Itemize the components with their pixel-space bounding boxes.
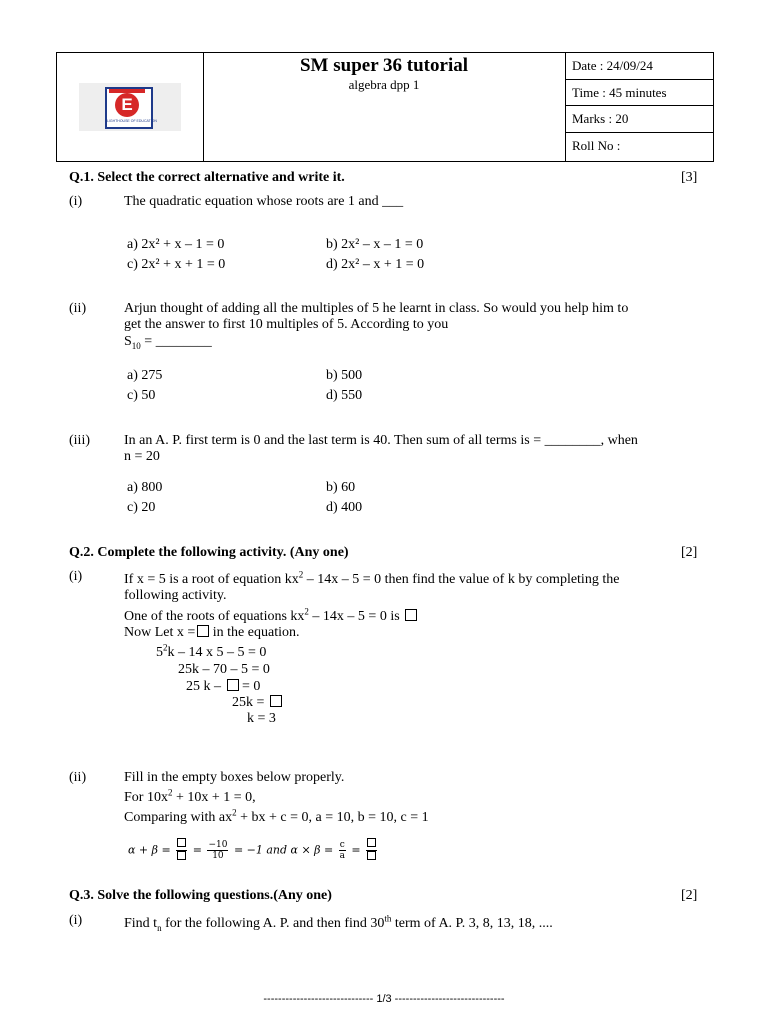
q2-i-num: (i) xyxy=(69,569,83,584)
q1-iii-option-b: b) 60 xyxy=(326,480,356,495)
logo-frame xyxy=(105,87,157,129)
q2-i-l3sup: 2 xyxy=(304,606,309,617)
fraction-minus-ten xyxy=(207,840,228,861)
q2-i-s1a: 5 xyxy=(156,645,163,660)
q2-i-s3b: = 0 xyxy=(238,679,261,694)
q1-iii-line1: In an A. P. first term is 0 and the last term is 40. Then sum of all terms is = ________, when xyxy=(124,433,638,448)
q2-i-line1 xyxy=(124,569,620,588)
page-footer: ------------------------------ 1/3 ------------------------------ xyxy=(263,993,505,1005)
q3-i-sub: n xyxy=(157,922,162,933)
q2-i-l4a: Now Let x = xyxy=(124,625,196,640)
q1-i-option-b: b) 2x² – x – 1 = 0 xyxy=(326,237,424,252)
q2-ii-l3sup: 2 xyxy=(232,807,237,818)
header-table xyxy=(56,52,714,162)
q2-marks: [2] xyxy=(681,545,698,560)
q1-i-num: (i) xyxy=(69,194,83,209)
answer-box[interactable] xyxy=(197,625,209,637)
q1-ii-option-c: c) 50 xyxy=(127,388,156,403)
q1-heading: Q.1. Select the correct alternative and write it. xyxy=(69,170,345,185)
q1-iii-option-d: d) 400 xyxy=(326,500,363,515)
q2-i-step4 xyxy=(232,695,282,711)
q3-i-c: term of A. P. 3, 8, 13, 18, .... xyxy=(391,916,553,931)
q1-i-option-a: a) 2x² + x – 1 = 0 xyxy=(127,237,225,252)
q2-i-line4 xyxy=(124,625,299,641)
answer-box[interactable] xyxy=(270,695,282,707)
q2-ii-line3 xyxy=(124,807,429,826)
title-cell xyxy=(203,53,566,161)
q2-i-step1 xyxy=(156,642,267,661)
answer-box[interactable] xyxy=(177,838,186,847)
answer-box[interactable] xyxy=(367,851,376,860)
q3-i-text xyxy=(124,913,553,933)
page-title: SM super 36 tutorial xyxy=(299,55,468,76)
formula-result: = −1 and α × β = xyxy=(233,843,334,857)
q1-ii-s10 xyxy=(124,334,212,350)
q1-iii-option-c: c) 20 xyxy=(127,500,156,515)
q1-i-option-c: c) 2x² + x + 1 = 0 xyxy=(127,257,226,272)
q1-ii-num: (ii) xyxy=(69,301,87,316)
answer-box[interactable] xyxy=(405,609,417,621)
q2-i-line2: following activity. xyxy=(124,588,227,603)
formula-eq: = xyxy=(192,843,202,857)
q1-ii-option-d: d) 550 xyxy=(326,388,363,403)
q2-ii-line2 xyxy=(124,787,256,806)
answer-box[interactable] xyxy=(367,838,376,847)
logo-cell xyxy=(57,53,204,161)
q2-ii-l2b: + 10x + 1 = 0, xyxy=(172,790,256,805)
logo xyxy=(79,83,181,131)
q2-i-line3 xyxy=(124,606,417,625)
answer-box[interactable] xyxy=(227,679,239,691)
s-tail: = ________ xyxy=(140,334,212,349)
answer-box[interactable] xyxy=(177,851,186,860)
q1-iii-num: (iii) xyxy=(69,433,90,448)
info-cell xyxy=(566,53,713,161)
q2-i-step3 xyxy=(186,679,260,695)
q1-ii-line2: get the answer to first 10 multiples of 5. According to you xyxy=(124,317,449,332)
formula-sum: α + β = xyxy=(128,843,171,857)
q2-i-l1a: If x = 5 is a root of equation kx xyxy=(124,572,299,587)
q1-marks: [3] xyxy=(681,170,698,185)
q3-i-num: (i) xyxy=(69,913,83,928)
q2-i-step2: 25k – 70 – 5 = 0 xyxy=(178,662,270,677)
q2-ii-l3b: + bx + c = 0, a = 10, b = 10, c = 1 xyxy=(236,810,429,825)
q3-i-b: for the following A. P. and then find 30 xyxy=(161,916,385,931)
q2-ii-line1: Fill in the empty boxes below properly. xyxy=(124,770,345,785)
q2-i-s1sup: 2 xyxy=(163,642,168,653)
marks-field: Marks : 20 xyxy=(566,106,713,133)
fraction-c-over-a xyxy=(339,840,346,861)
q1-i-text: The quadratic equation whose roots are 1 and ___ xyxy=(124,194,404,209)
logo-letter: E xyxy=(115,93,139,117)
fraction-boxes xyxy=(366,838,377,863)
time-field: Time : 45 minutes xyxy=(566,80,713,107)
q3-marks: [2] xyxy=(681,888,698,903)
q2-ii-formula xyxy=(128,838,379,863)
fraction-c: c xyxy=(339,840,345,850)
q2-i-l1b: – 14x – 5 = 0 then find the value of k by completing the xyxy=(303,572,620,587)
q1-iii-line2: n = 20 xyxy=(124,449,160,464)
q2-i-s3a: 25 k – xyxy=(186,679,221,694)
s-subscript: 10 xyxy=(131,340,141,351)
page-subtitle: algebra dpp 1 xyxy=(348,77,420,92)
q1-ii-option-a: a) 275 xyxy=(127,368,163,383)
roll-field: Roll No : xyxy=(572,137,621,153)
fraction-a: a xyxy=(339,851,345,861)
q2-ii-l3a: Comparing with ax xyxy=(124,810,233,825)
q1-i-option-d: d) 2x² – x + 1 = 0 xyxy=(326,257,425,272)
q2-i-l3b: – 14x – 5 = 0 is xyxy=(308,609,400,624)
q1-ii-option-b: b) 500 xyxy=(326,368,363,383)
date-field: Date : 24/09/24 xyxy=(566,53,713,80)
q2-ii-l2a: For 10x xyxy=(124,790,168,805)
q2-heading: Q.2. Complete the following activity. (Any one) xyxy=(69,545,349,560)
formula-eq2: = xyxy=(351,843,361,857)
q2-i-l1sup: 2 xyxy=(298,569,304,580)
q2-i-step5: k = 3 xyxy=(247,711,276,726)
fraction-den: 10 xyxy=(212,851,224,861)
q1-iii-option-a: a) 800 xyxy=(127,480,163,495)
q1-ii-line1: Arjun thought of adding all the multiples of 5 he learnt in class. So would you help him to xyxy=(124,301,629,316)
q2-i-s1b: k – 14 x 5 – 5 = 0 xyxy=(167,645,267,660)
q3-i-a: Find t xyxy=(124,916,158,931)
s-label: S xyxy=(124,334,132,349)
q2-ii-l2sup: 2 xyxy=(167,787,173,798)
fraction-boxes xyxy=(176,838,187,863)
q2-i-s4a: 25k = xyxy=(232,695,265,710)
q3-i-sup: th xyxy=(384,913,392,924)
fraction-num: −10 xyxy=(208,840,228,850)
q2-i-l4b: in the equation. xyxy=(209,625,300,640)
q2-i-l3a: One of the roots of equations kx xyxy=(124,609,305,624)
q2-ii-num: (ii) xyxy=(69,770,87,785)
logo-tagline: LIGHTHOUSE OF EDUCATION xyxy=(107,119,157,123)
q3-heading: Q.3. Solve the following questions.(Any one) xyxy=(69,888,332,903)
